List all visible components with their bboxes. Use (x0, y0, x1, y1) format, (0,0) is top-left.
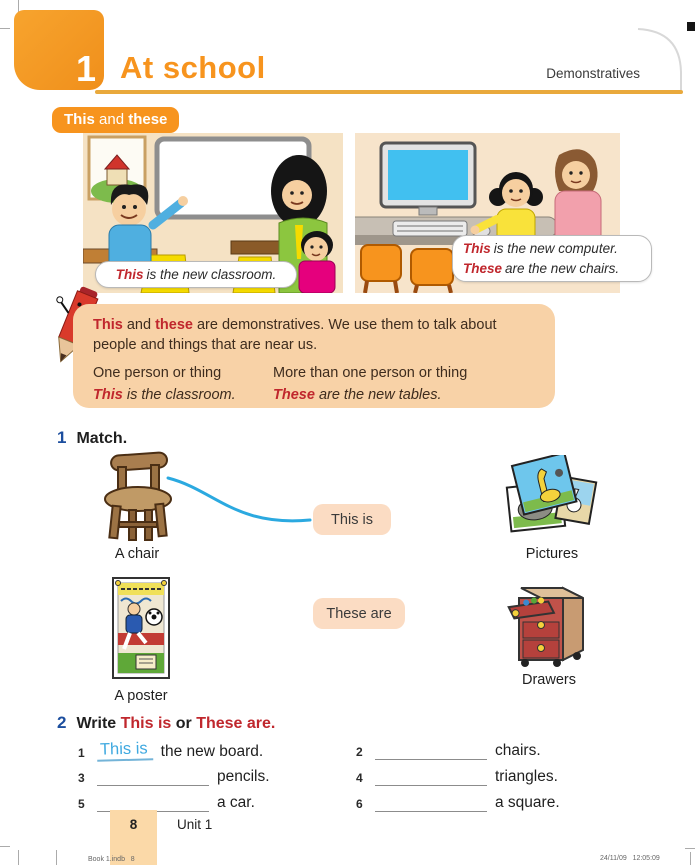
answer-blank-3[interactable] (97, 770, 209, 786)
item-text: the new board. (160, 743, 264, 760)
caption-demonstrative: This (463, 240, 491, 256)
exercise2-title-option2: These are. (196, 715, 276, 732)
crop-mark (685, 848, 695, 849)
answer-blank-2[interactable] (375, 744, 487, 760)
exercise2-title-or: or (171, 715, 197, 732)
footer-unit-label: Unit 1 (177, 817, 213, 832)
exercise2-title-lead: Write (76, 715, 121, 732)
item-number: 4 (356, 771, 363, 785)
pictures-image[interactable] (503, 455, 601, 543)
item-text: a square. (495, 794, 560, 811)
item-number: 2 (356, 745, 363, 759)
girl-face (304, 237, 328, 261)
lesson-badge-this: This (64, 111, 95, 128)
item-number: 1 (78, 746, 85, 760)
rule-example-this: This (93, 387, 123, 403)
drawers-image[interactable] (505, 578, 593, 668)
rule-these: these (155, 317, 193, 333)
write-item-6 (356, 794, 560, 812)
item-text: a car. (217, 794, 255, 811)
item-text: pencils. (217, 768, 270, 785)
page-card-corner (630, 24, 690, 96)
girl-shirt (299, 261, 335, 293)
caption-demonstrative: This (115, 267, 144, 282)
print-timestamp: 24/11/09 12:05:09 (600, 855, 660, 862)
rule-intro (93, 315, 533, 355)
exercise2-title-option1: This is (120, 715, 172, 732)
rule-singular-column (93, 363, 273, 405)
page-title: At school (120, 50, 266, 85)
write-item-4 (356, 768, 558, 786)
crop-mark (56, 850, 57, 865)
grammar-topic-label: Demonstratives (546, 66, 640, 81)
classroom-caption (95, 261, 297, 288)
answer-blank-1[interactable]: This is (97, 739, 153, 761)
crop-mark (0, 28, 10, 29)
write-item-1 (78, 740, 263, 761)
page-number: 8 (129, 817, 138, 832)
chair (361, 245, 401, 281)
caption-text: is the new computer. (493, 240, 618, 256)
item-number: 6 (356, 797, 363, 811)
chair-label: A chair (114, 546, 160, 562)
caption-demonstrative: These (463, 260, 503, 276)
lesson-badge (52, 107, 179, 133)
match-line (160, 465, 320, 535)
write-item-5 (78, 794, 255, 812)
crop-mark (18, 850, 19, 865)
caption-text: is the new classroom. (146, 267, 277, 282)
print-filename: Book 1.indb 8 (88, 856, 135, 863)
keyboard (393, 221, 467, 236)
rule-plural-column (273, 363, 539, 405)
rule-singular-example (93, 385, 273, 405)
option-these-are[interactable]: These are (313, 598, 405, 629)
woman-face (562, 161, 590, 189)
crop-mark (0, 846, 10, 847)
answer-blank-6[interactable] (375, 796, 487, 812)
monitor-screen (388, 150, 468, 200)
write-item-2 (356, 742, 541, 760)
exercise2-heading (57, 713, 275, 733)
rule-singular-header: One person or thing (93, 365, 222, 381)
item-text: chairs. (495, 742, 541, 759)
option-this-is[interactable]: This is (313, 504, 391, 535)
write-item-3 (78, 768, 270, 786)
grammar-rule-box (73, 304, 555, 408)
exercise1-number: 1 (57, 428, 67, 447)
rule-intro-text: are demonstratives. We use them to talk about people and things that are near us. (93, 317, 497, 353)
exercise1-title: Match. (76, 430, 128, 447)
answer-blank-4[interactable] (375, 770, 487, 786)
rule-and: and (122, 317, 156, 333)
lesson-badge-and: and (94, 111, 129, 128)
rule-example-text: is the classroom. (122, 387, 236, 403)
woman-face (282, 180, 312, 210)
drawers-label: Drawers (522, 672, 576, 688)
header-rule (95, 90, 683, 94)
chair (411, 249, 453, 285)
pictures-label: Pictures (525, 546, 579, 562)
rule-plural-example (273, 385, 539, 405)
rule-example-these: These (273, 387, 315, 403)
rule-plural-header: More than one person or thing (273, 365, 468, 381)
crop-mark (690, 852, 691, 865)
girl-face (502, 179, 530, 207)
poster-image[interactable] (110, 575, 172, 683)
lesson-badge-these: these (128, 111, 168, 128)
rule-this: This (93, 317, 123, 333)
rule-example-text: are the new tables. (314, 387, 442, 403)
caption-text: are the new chairs. (505, 260, 620, 276)
computer-caption (452, 235, 652, 282)
poster-label: A poster (114, 688, 168, 704)
exercise1-heading (57, 428, 127, 448)
item-number: 3 (78, 771, 85, 785)
exercise2-number: 2 (57, 713, 67, 732)
item-number: 5 (78, 797, 85, 811)
item-text: triangles. (495, 768, 558, 785)
unit-number: 1 (75, 48, 96, 89)
